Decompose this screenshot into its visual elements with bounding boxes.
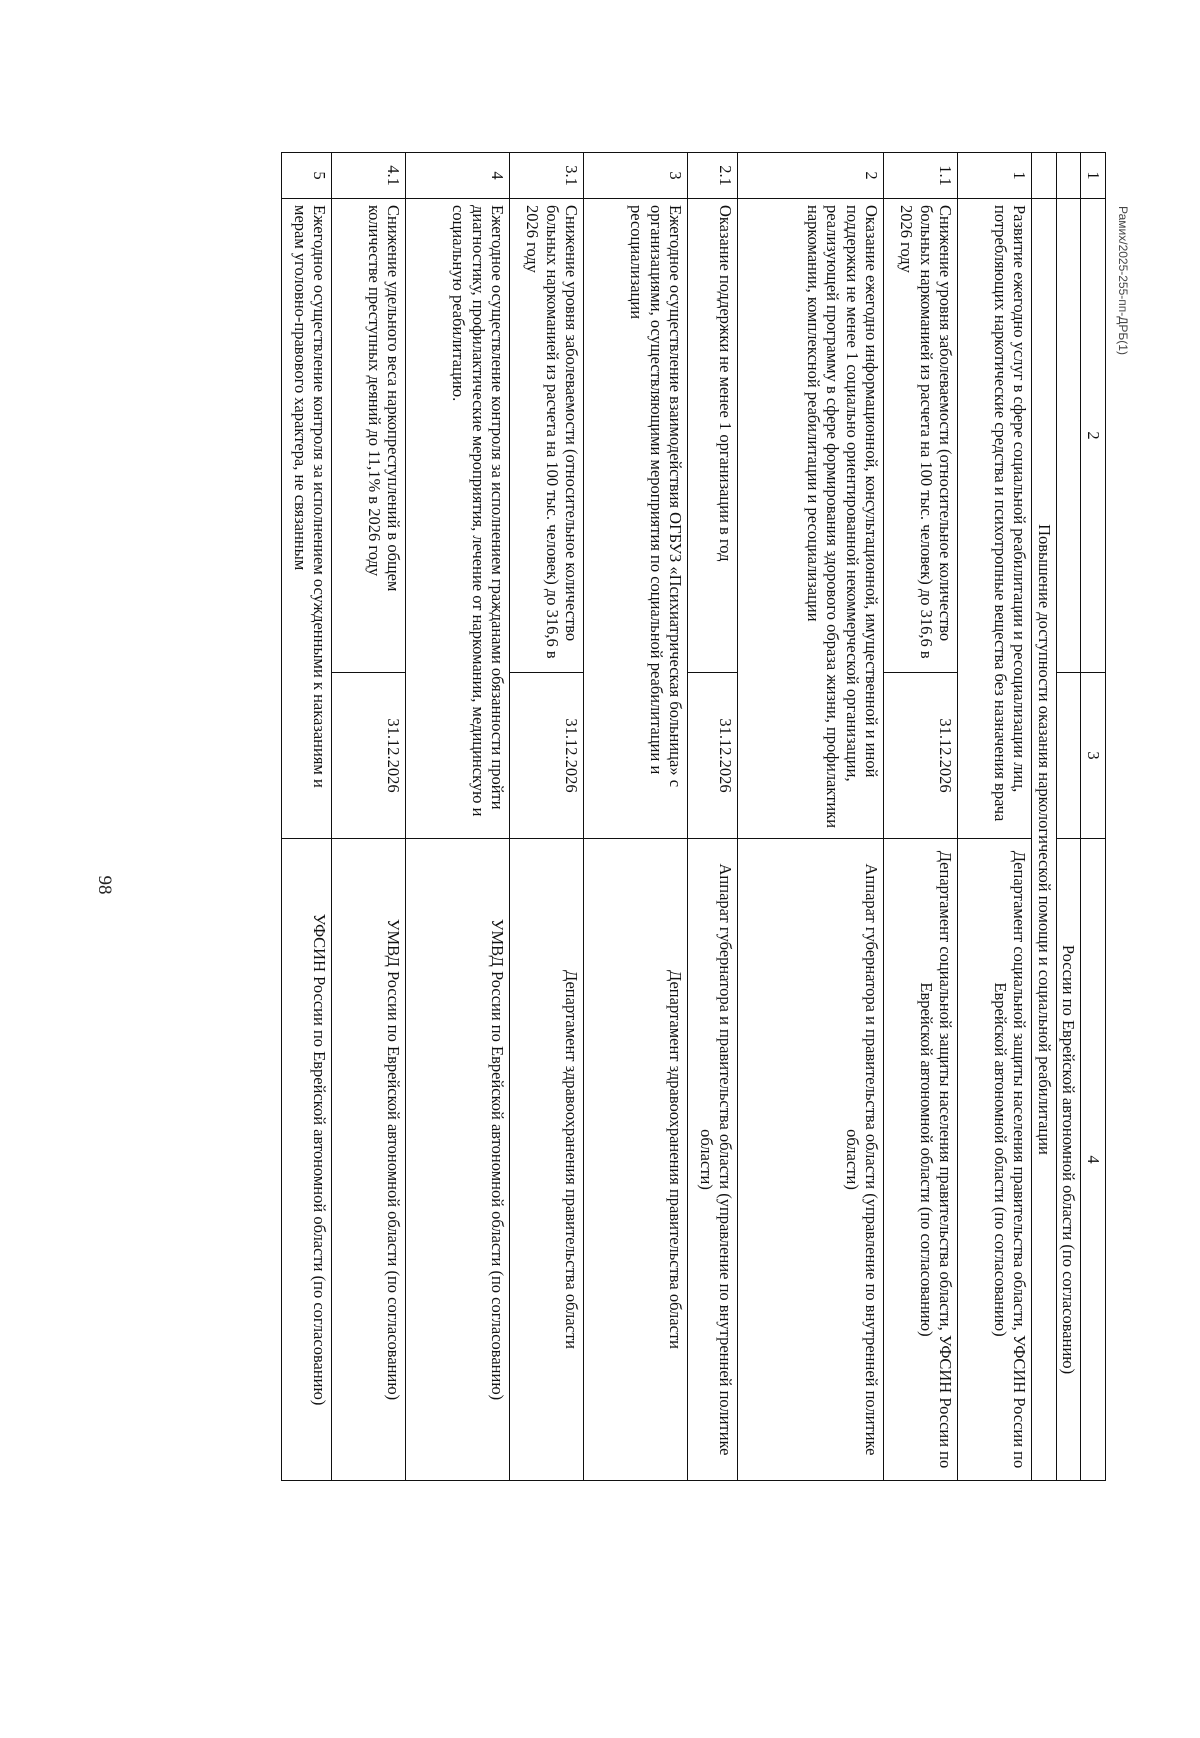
table-row bbox=[738, 153, 884, 1481]
row-responsible: УМВД России по Еврейской автономной области (по согласованию) bbox=[332, 839, 406, 1481]
row-number: 3.1 bbox=[510, 153, 584, 199]
row-activity: Оказание поддержки не менее 1 организации в год bbox=[688, 199, 738, 673]
section-header-row bbox=[1032, 153, 1056, 1481]
row-responsible: Департамент социальной защиты населения правительства области, УФСИН России по Еврейской автономной области (по согласованию) bbox=[958, 839, 1032, 1481]
carry-over-responsible: России по Еврейской автономной области (по согласованию) bbox=[1056, 839, 1080, 1481]
column-number-row bbox=[1081, 153, 1106, 1481]
row-responsible: УМВД России по Еврейской автономной области (по согласованию) bbox=[406, 839, 510, 1481]
row-deadline: 31.12.2026 bbox=[688, 673, 738, 839]
row-responsible: Департамент здравоохранения правительства области bbox=[584, 839, 688, 1481]
row-number: 2 bbox=[738, 153, 884, 199]
row-number: 1 bbox=[958, 153, 1032, 199]
row-number: 4.1 bbox=[332, 153, 406, 199]
section-title: Повышение доступности оказания наркологической помощи и социальной реабилитации bbox=[1032, 199, 1056, 1481]
row-activity: Снижение удельного веса наркопреступлений в общем количестве преступных деяний до 11,1% в 2026 году bbox=[332, 199, 406, 673]
table-row bbox=[406, 153, 510, 1481]
row-deadline: 31.12.2026 bbox=[884, 673, 958, 839]
row-number: 4 bbox=[406, 153, 510, 199]
document-code: Рамиx/2025-255-пп-ДРБ(1) bbox=[1116, 206, 1130, 355]
row-responsible: Аппарат губернатора и правительства области (управление по внутренней политике области) bbox=[738, 839, 884, 1481]
column-number-1: 1 bbox=[1081, 153, 1106, 199]
table-row bbox=[584, 153, 688, 1481]
row-responsible: Департамент социальной защиты населения правительства области, УФСИН России по Еврейской автономной области (по согласованию) bbox=[884, 839, 958, 1481]
row-deadline: 31.12.2026 bbox=[332, 673, 406, 839]
table-row bbox=[688, 153, 738, 1481]
carry-over-row bbox=[1056, 153, 1080, 1481]
row-number: 2.1 bbox=[688, 153, 738, 199]
table-row bbox=[282, 153, 332, 1481]
row-activity: Развитие ежегодно услуг в сфере социальной реабилитации и ресоциализации лиц, потребляющих наркотические средства и психотропные вещества без назначения врача bbox=[958, 199, 1032, 839]
row-number: 3 bbox=[584, 153, 688, 199]
table-row bbox=[510, 153, 584, 1481]
row-activity: Снижение уровня заболеваемости (относительное количество больных наркоманией из расчета на 100 тыс. человек) до 316,6 в 2026 году bbox=[884, 199, 958, 673]
row-responsible: Департамент здравоохранения правительства области bbox=[510, 839, 584, 1481]
row-number: 1.1 bbox=[884, 153, 958, 199]
row-responsible: Аппарат губернатора и правительства области (управление по внутренней политике области) bbox=[688, 839, 738, 1481]
table-row bbox=[958, 153, 1032, 1481]
table-row bbox=[884, 153, 958, 1481]
column-number-3: 3 bbox=[1081, 673, 1106, 839]
page-number: 98 bbox=[94, 875, 115, 895]
row-deadline: 31.12.2026 bbox=[510, 673, 584, 839]
table-row bbox=[332, 153, 406, 1481]
row-responsible: УФСИН России по Еврейской автономной области (по согласованию) bbox=[282, 839, 332, 1481]
plan-table-container bbox=[176, 152, 1106, 1480]
row-activity: Ежегодное осуществление контроля за исполнением гражданами обязанности пройти диагностику, профилактические мероприятия, лечение от наркомании, медицинскую и социальную реабилитацию. bbox=[406, 199, 510, 839]
row-activity: Ежегодное осуществление контроля за исполнением осужденными к наказаниям и мерам уголовно-правового характера, не связанным bbox=[282, 199, 332, 839]
action-plan-table bbox=[281, 152, 1106, 1481]
row-activity: Снижение уровня заболеваемости (относительное количество больных наркоманией из расчета на 100 тыс. человек) до 316,6 в 2026 году bbox=[510, 199, 584, 673]
row-activity: Ежегодное осуществление взаимодействия ОГБУЗ «Психиатрическая больница» с организациями, осуществляющими мероприятия по социальной реабилитации и ресоциализации bbox=[584, 199, 688, 839]
column-number-4: 4 bbox=[1081, 839, 1106, 1481]
row-activity: Оказание ежегодно информационной, консультационной, имущественной и иной поддержки не менее 1 социально ориентированной некоммерческой организации, реализующей программу в сфере формирования здорового образа жизни, профилактики наркомании, комплексной реабилитации и ресоциализации bbox=[738, 199, 884, 839]
column-number-2: 2 bbox=[1081, 199, 1106, 673]
row-number: 5 bbox=[282, 153, 332, 199]
